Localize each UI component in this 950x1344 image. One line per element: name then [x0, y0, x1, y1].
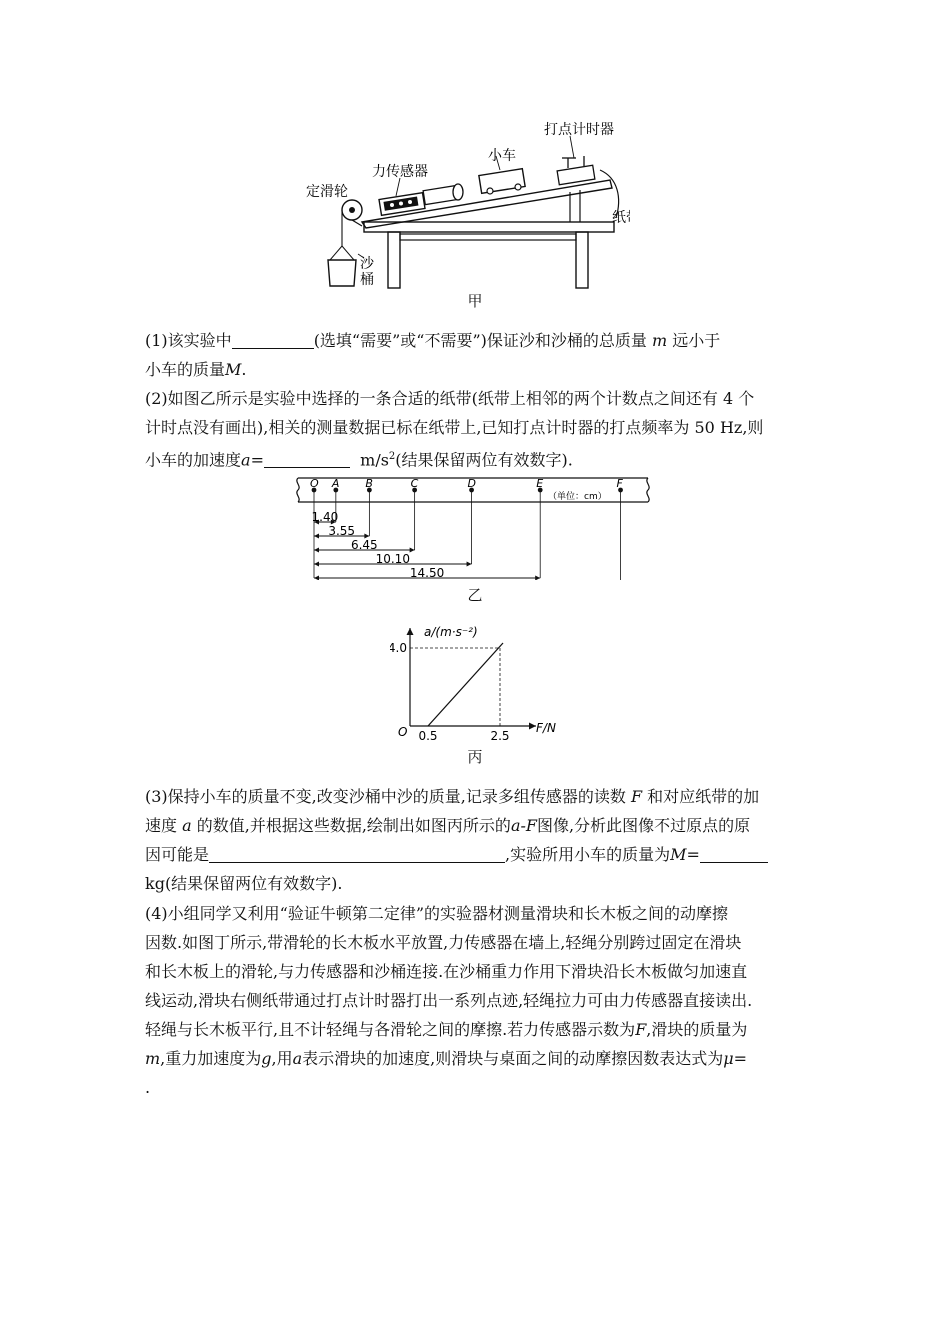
label-bucket: 桶 [360, 272, 374, 288]
figure-yi [290, 472, 660, 580]
tape-arrow-right [467, 562, 472, 567]
tape-measure-label: 10.10 [375, 552, 410, 566]
q4-var-F: F [635, 1020, 647, 1039]
tape-point-label-O: O [310, 477, 319, 490]
tape-arrow-left [314, 576, 319, 581]
tape-measure-label: 1.40 [311, 510, 339, 524]
q4-line6-a: ,重力加速度为 [160, 1049, 262, 1068]
caption-bing: 丙 [467, 748, 483, 766]
q3-var-a: a [182, 816, 192, 835]
q2-unit-sup: 2 [388, 451, 396, 462]
tape-arrow-left [314, 562, 319, 567]
q1-var-m: m [652, 331, 668, 350]
question-1 [145, 326, 805, 384]
tape-arrow-right [535, 576, 540, 581]
tape-point-label-D: D [467, 477, 477, 490]
q4-eq: = [733, 1049, 748, 1068]
q1-text-b: (选填“需要”或“不需要”)保证沙和沙桶的总质量 [313, 331, 647, 350]
tape-point-label-A: A [331, 477, 340, 490]
tape-arrow-left [314, 534, 319, 539]
q2-number: (2) [145, 389, 168, 408]
x-tick-label: 2.5 [490, 729, 510, 743]
q3-text-h: kg(结果保留两位有效数字). [145, 874, 343, 893]
caption-yi: 乙 [467, 586, 483, 604]
label-dot-timer: 打点计时器 [544, 122, 614, 138]
label-pulley: 定滑轮 [306, 184, 348, 200]
tape-point-label-E: E [536, 477, 544, 490]
q4-var-m: m [145, 1049, 161, 1068]
q4-var-a: a [292, 1049, 303, 1068]
q4-line5-b: ,滑块的质量为 [646, 1020, 748, 1039]
q3-text-g: ,实验所用小车的质量为 [505, 845, 671, 864]
tape-point-label-F: F [616, 477, 623, 490]
q1-var-M: M [225, 360, 242, 379]
figure-jia [300, 118, 630, 318]
q3-text-c: 速度 [145, 816, 178, 835]
q1-end: . [241, 360, 247, 379]
q3-eq: = [686, 845, 700, 864]
q3-mass-blank[interactable] [700, 844, 768, 863]
caption-jia: 甲 [467, 292, 483, 310]
x-tick-label: 0.5 [418, 729, 438, 743]
q2-answer-blank[interactable] [264, 449, 350, 468]
q3-var-aF: a-F [510, 816, 537, 835]
q3-text-b: 和对应纸带的加 [647, 787, 760, 806]
q4-line6-c: 表示滑块的加速度,则滑块与桌面之间的动摩擦因数表达式为 [302, 1049, 724, 1068]
label-sand: 沙 [360, 256, 374, 272]
a-F-chart [390, 622, 580, 750]
paper-tape-diagram [290, 472, 660, 580]
q2-unit: m/s [360, 450, 389, 470]
q3-text-e: 图像,分析此图像不过原点的原 [536, 816, 751, 835]
q3-text-d: 的数值,并根据这些数据,绘制出如图丙所示的 [196, 816, 511, 835]
tape-arrow-left [314, 548, 319, 553]
q2-eq: = [250, 450, 264, 470]
figure-bing [390, 622, 580, 750]
q3-text-a: 保持小车的质量不变,改变沙桶中沙的质量,记录多组传感器的读数 [167, 787, 626, 806]
label-paper-tape: 纸 [612, 210, 626, 226]
q4-number: (4) [145, 904, 168, 923]
question-3 [145, 782, 805, 898]
q4-var-g: g [261, 1049, 272, 1068]
q2-text-d: (结果保留两位有效数字). [395, 450, 573, 470]
tape-unit-note: （单位：cm） [548, 492, 607, 502]
q1-answer-blank[interactable] [232, 330, 314, 349]
label-cart: 小车 [488, 148, 516, 164]
q2-var-a: a [241, 450, 251, 470]
q3-text-f: 因可能是 [145, 845, 210, 864]
q4-end: . [145, 1078, 151, 1097]
tape-measure-label: 14.50 [409, 566, 445, 580]
q4-line6-b: ,用 [271, 1049, 293, 1068]
q1-text-d: 小车的质量 [145, 360, 226, 379]
apparatus-diagram [300, 118, 630, 318]
tape-measure-label: 6.45 [350, 538, 378, 552]
q1-number: (1) [145, 331, 168, 350]
tape-point-label-C: C [410, 477, 419, 490]
q1-text-c: 远小于 [672, 331, 721, 350]
q2-text-b: 计时点没有画出),相关的测量数据已标在纸带上,已知打点计时器的打点频率为 50 Hz,则 [145, 418, 764, 437]
q3-reason-blank[interactable] [209, 844, 505, 863]
question-4 [145, 899, 805, 1102]
q4-line2: 因数.如图丁所示,带滑轮的长木板水平放置,力传感器在墙上,轻绳分别跨过固定在滑块 [145, 933, 742, 952]
q3-var-M: M [670, 845, 687, 864]
q4-var-mu: μ [723, 1049, 734, 1068]
label-force-sensor: 力传感器 [372, 164, 428, 180]
tape-arrow-right [410, 548, 415, 553]
tape-point-label-B: B [365, 477, 373, 490]
q4-line3: 和长木板上的滑轮,与力传感器和沙桶连接.在沙桶重力作用下滑块沿长木板做匀加速直 [145, 962, 748, 981]
question-2 [145, 384, 805, 474]
q4-line4: 线运动,滑块右侧纸带通过打点计时器打出一系列点迹,轻绳拉力可由力传感器直接读出. [145, 991, 753, 1010]
y-tick-label: 4.0 [390, 641, 407, 655]
q1-text-a: 该实验中 [167, 331, 232, 350]
tape-measure-label: 3.55 [328, 524, 356, 538]
y-axis-label: a/(m·s⁻²) [424, 625, 478, 639]
q3-var-F: F [630, 787, 643, 806]
q4-line5-a: 轻绳与长木板平行,且不计轻绳与各滑轮之间的摩擦.若力传感器示数为 [145, 1020, 636, 1039]
q3-number: (3) [145, 787, 168, 806]
x-axis-label: F/N [536, 721, 556, 735]
q2-text-c: 小车的加速度 [145, 450, 242, 470]
q2-text-a: 如图乙所示是实验中选择的一条合适的纸带(纸带上相邻的两个计数点之间还有 4 个 [167, 389, 755, 408]
q4-line1: 小组同学又利用“验证牛顿第二定律”的实验器材测量滑块和长木板之间的动摩擦 [167, 904, 729, 923]
a-F-series-line [428, 643, 503, 726]
origin-label: O [398, 725, 408, 739]
